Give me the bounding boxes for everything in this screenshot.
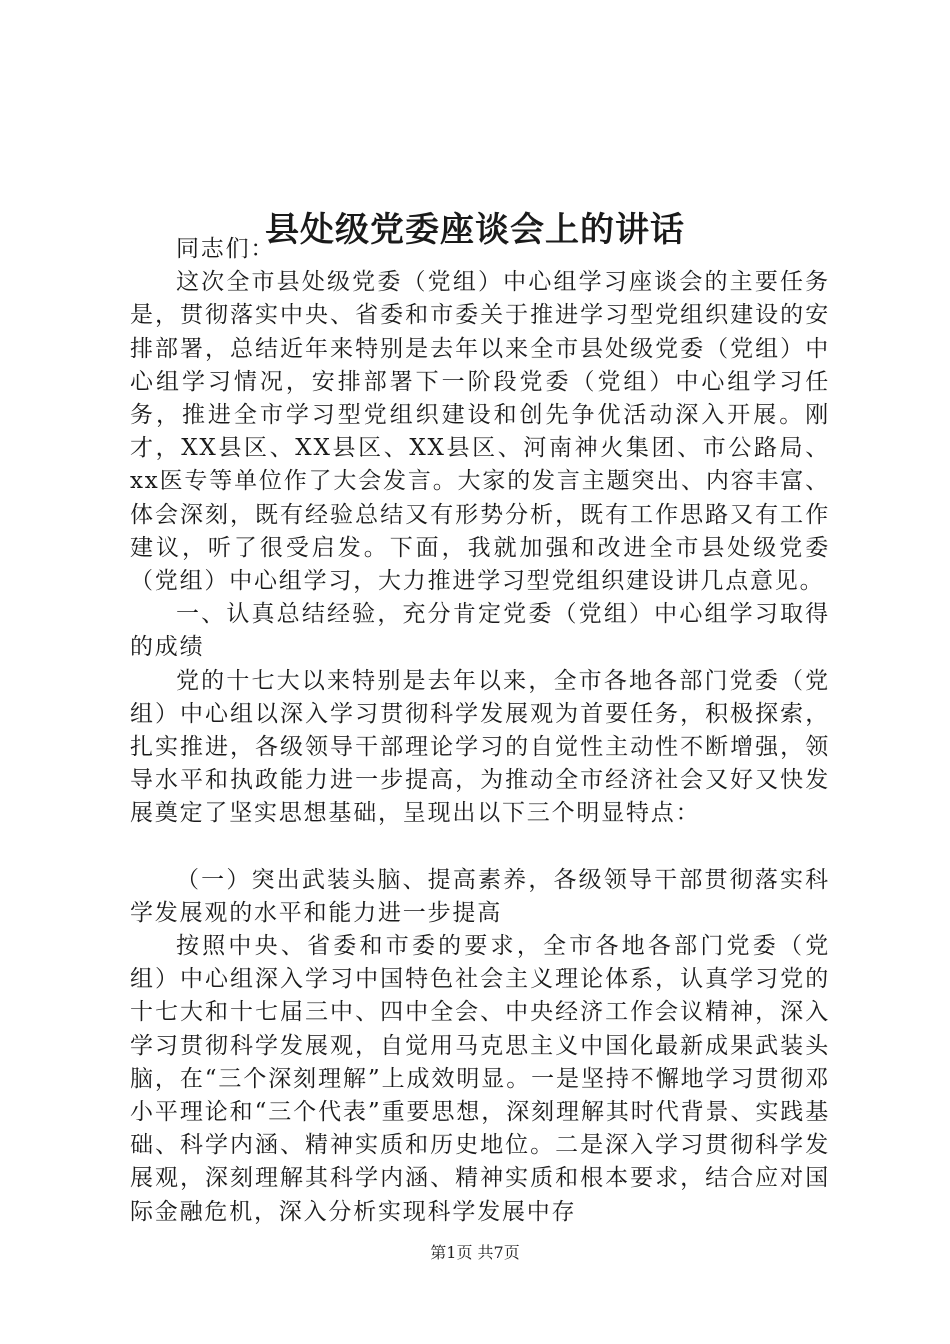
page-number-footer: 第1页 共7页	[430, 1243, 520, 1262]
intro-paragraph: 这次全市县处级党委（党组）中心组学习座谈会的主要任务是，贯彻落实中央、省委和市委关于推进学习型党组织建设的安排部署，总结近年来特别是去年以来全市县处级党委（党组）中心组学习情况，安排部署下一阶段党委（党组）中心组学习任务，推进全市学习型党组织建设和创先争优活动深入开展。刚才，XX县区、XX县区、XX县区、河南神火集团、市公路局、xx医专等单位作了大会发言。大家的发言主题突出、内容丰富、体会深刻，既有经验总结又有形势分析，既有工作思路又有工作建议，听了很受启发。下面，我就加强和改进全市县处级党委（党组）中心组学习，大力推进学习型党组织建设讲几点意见。	[130, 269, 830, 595]
subsection-one-heading: （一）突出武装头脑、提高素养，各级领导干部贯彻落实科学发展观的水平和能力进一步提高	[130, 866, 830, 926]
achievements-paragraph: 党的十七大以来特别是去年以来，全市各地各部门党委（党组）中心组以深入学习贯彻科学发展观为首要任务，积极探索，扎实推进，各级领导干部理论学习的自觉性主动性不断增强，领导水平和执政能力进一步提高，为推动全市经济社会又好又快发展奠定了坚实思想基础，呈现出以下三个明显特点：	[130, 667, 830, 827]
document-body	[130, 233, 830, 1229]
salutation-paragraph: 同志们：	[176, 236, 276, 262]
section-one-heading: 一、认真总结经验，充分肯定党委（党组）中心组学习取得的成绩	[130, 601, 830, 661]
document-title: 县处级党委座谈会上的讲话	[265, 209, 685, 250]
subsection-one-paragraph: 按照中央、省委和市委的要求，全市各地各部门党委（党组）中心组深入学习中国特色社会主义理论体系，认真学习党的十七大和十七届三中、四中全会、中央经济工作会议精神，深入学习贯彻科学发展观，自觉用马克思主义中国化最新成果武装头脑，在“三个深刻理解”上成效明显。一是坚持不懈地学习贯彻邓小平理论和“三个代表”重要思想，深刻理解其时代背景、实践基础、科学内涵、精神实质和历史地位。二是深入学习贯彻科学发展观，深刻理解其科学内涵、精神实质和根本要求，结合应对国际金融危机，深入分析实现科学发展中存	[130, 933, 830, 1225]
